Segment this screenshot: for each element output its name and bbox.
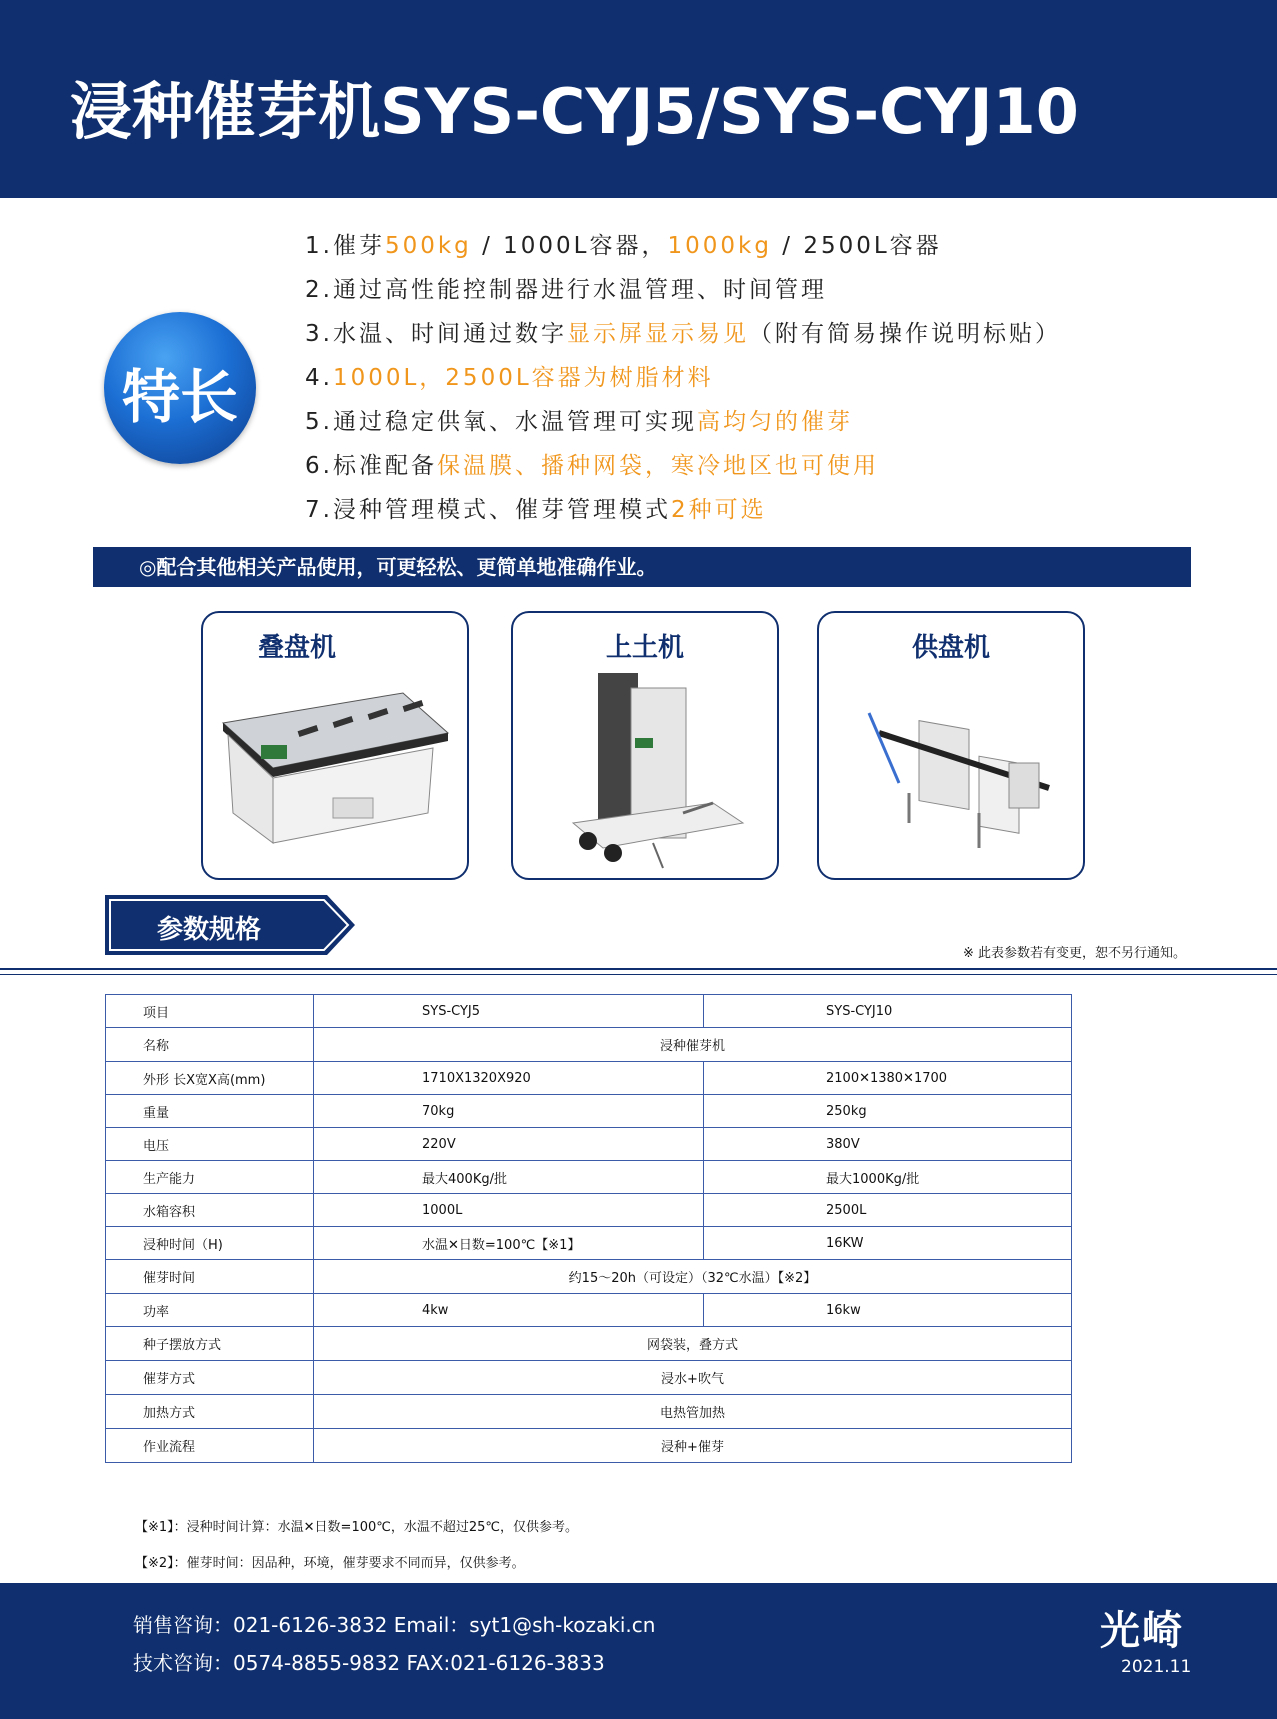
spec-label: 项目	[106, 995, 314, 1028]
publish-date: 2021.11	[1121, 1657, 1192, 1677]
table-row	[106, 1028, 1072, 1062]
feature-text: 4.	[305, 365, 333, 391]
spec-value-shared: 约15～20h（可设定）（32℃水温）【※2】	[314, 1260, 1072, 1294]
table-row	[106, 1095, 1072, 1128]
product-title-soil-loader: 上土机	[605, 633, 684, 663]
feature-highlight-text: 2种可选	[670, 497, 767, 523]
feature-text: / 1000L容器，	[471, 233, 668, 259]
spec-change-note: ※ 此表参数若有变更，恕不另行通知。	[963, 946, 1187, 961]
divider-line	[0, 968, 1277, 970]
spec-value-cyj5: 1710X1320X920	[314, 1062, 704, 1095]
feature-badge-label: 特长	[121, 363, 238, 431]
feature-item	[305, 356, 1061, 400]
product-card-soil-loader	[511, 611, 779, 880]
feature-text: 7.浸种管理模式、催芽管理模式	[305, 497, 671, 523]
spec-value-shared: 浸水+吹气	[314, 1361, 1072, 1395]
info-strip-text: ◎配合其他相关产品使用，可更轻松、更简单地准确作业。	[139, 555, 657, 579]
table-row	[106, 1429, 1072, 1463]
product-title-stacker: 叠盘机	[258, 633, 337, 663]
spec-label: 催芽时间	[106, 1260, 314, 1294]
spec-value-cyj10: 16kw	[704, 1294, 1072, 1327]
tech-contact: 技术咨询：0574-8855-9832 FAX:021-6126-3833	[133, 1651, 605, 1675]
table-row	[106, 1294, 1072, 1327]
brand-logo: 光崎	[1100, 1608, 1184, 1654]
product-title-tray-feeder: 供盘机	[911, 633, 990, 663]
spec-label: 浸种时间（H)	[106, 1227, 314, 1260]
spec-value-cyj5: 70kg	[314, 1095, 704, 1128]
feature-badge	[104, 312, 256, 464]
table-row	[106, 1327, 1072, 1361]
feature-highlight-text: 高均匀的催芽	[696, 409, 853, 435]
feature-list	[305, 224, 1061, 532]
feature-highlight-text: 500kg	[384, 233, 472, 259]
feature-text: 5.通过稳定供氧、水温管理可实现	[305, 409, 697, 435]
spec-label: 功率	[106, 1294, 314, 1327]
spec-label: 名称	[106, 1028, 314, 1062]
spec-value-cyj10: 2100✕1380✕1700	[704, 1062, 1072, 1095]
spec-value-shared: 浸种催芽机	[314, 1028, 1072, 1062]
page-title: 浸种催芽机SYS-CYJ5/SYS-CYJ10	[70, 75, 1079, 148]
feature-highlight-text: 保温膜、播种网袋，寒冷地区也可使用	[436, 453, 879, 479]
spec-value-cyj5: 1000L	[314, 1194, 704, 1227]
spec-value-cyj5: 220V	[314, 1128, 704, 1161]
feature-text: （附有简易操作说明标贴）	[748, 321, 1061, 347]
spec-value-cyj10: 16KW	[704, 1227, 1072, 1260]
feature-highlight-text: 1000L，2500L容器为树脂材料	[332, 365, 714, 391]
table-row	[106, 1361, 1072, 1395]
feature-item	[305, 224, 1061, 268]
spec-value-cyj5: 最大400Kg/批	[314, 1161, 704, 1194]
spec-label: 外形 长X宽X高(mm)	[106, 1062, 314, 1095]
feature-text: 1.催芽	[305, 233, 385, 259]
footnote-1: 【※1】：浸种时间计算：水温✕日数=100℃，水温不超过25℃，仅供参考。	[135, 1520, 579, 1535]
divider-line-thin	[0, 974, 1277, 975]
table-row	[106, 1128, 1072, 1161]
stacker-machine-image	[203, 673, 467, 873]
feature-text: 3.水温、时间通过数字	[305, 321, 567, 347]
spec-value-shared: 网袋装，叠方式	[314, 1327, 1072, 1361]
spec-label: 水箱容积	[106, 1194, 314, 1227]
product-card-stacker	[201, 611, 469, 880]
sales-contact: 销售咨询：021-6126-3832 Email：syt1@sh-kozaki.cn	[133, 1613, 656, 1637]
spec-value-cyj5: SYS-CYJ5	[314, 995, 704, 1028]
table-row	[106, 1062, 1072, 1095]
spec-label: 作业流程	[106, 1429, 314, 1463]
feature-text: 6.标准配备	[305, 453, 437, 479]
spec-value-cyj5: 4kw	[314, 1294, 704, 1327]
footer	[0, 1583, 1277, 1719]
feature-item	[305, 268, 1061, 312]
feature-item	[305, 444, 1061, 488]
info-strip	[93, 547, 1191, 587]
feature-item	[305, 312, 1061, 356]
spec-label: 电压	[106, 1128, 314, 1161]
spec-value-shared: 浸种+催芽	[314, 1429, 1072, 1463]
feature-item	[305, 488, 1061, 532]
spec-label: 催芽方式	[106, 1361, 314, 1395]
table-row	[106, 1227, 1072, 1260]
feature-text: 2.通过高性能控制器进行水温管理、时间管理	[305, 277, 827, 303]
section-title: 参数规格	[157, 915, 262, 945]
spec-table	[105, 994, 1072, 1463]
header-banner	[0, 0, 1277, 198]
product-card-tray-feeder	[817, 611, 1085, 880]
spec-value-cyj10: SYS-CYJ10	[704, 995, 1072, 1028]
table-row	[106, 995, 1072, 1028]
table-row	[106, 1395, 1072, 1429]
spec-label: 生产能力	[106, 1161, 314, 1194]
feature-highlight-text: 显示屏显示易见	[566, 321, 749, 347]
feature-item	[305, 400, 1061, 444]
spec-label: 重量	[106, 1095, 314, 1128]
spec-value-cyj10: 最大1000Kg/批	[704, 1161, 1072, 1194]
tray-feeder-image	[819, 673, 1083, 873]
feature-highlight-text: 1000kg	[667, 233, 772, 259]
table-row	[106, 1194, 1072, 1227]
spec-value-cyj10: 380V	[704, 1128, 1072, 1161]
table-row	[106, 1260, 1072, 1294]
spec-value-cyj10: 250kg	[704, 1095, 1072, 1128]
spec-value-shared: 电热管加热	[314, 1395, 1072, 1429]
footnote-2: 【※2】：催芽时间：因品种，环境，催芽要求不同而异，仅供参考。	[135, 1556, 525, 1571]
soil-loader-image	[513, 663, 777, 873]
spec-label: 加热方式	[106, 1395, 314, 1429]
spec-value-cyj10: 2500L	[704, 1194, 1072, 1227]
spec-value-cyj5: 水温✕日数=100℃【※1】	[314, 1227, 704, 1260]
spec-label: 种子摆放方式	[106, 1327, 314, 1361]
table-row	[106, 1161, 1072, 1194]
feature-text: / 2500L容器	[771, 233, 942, 259]
